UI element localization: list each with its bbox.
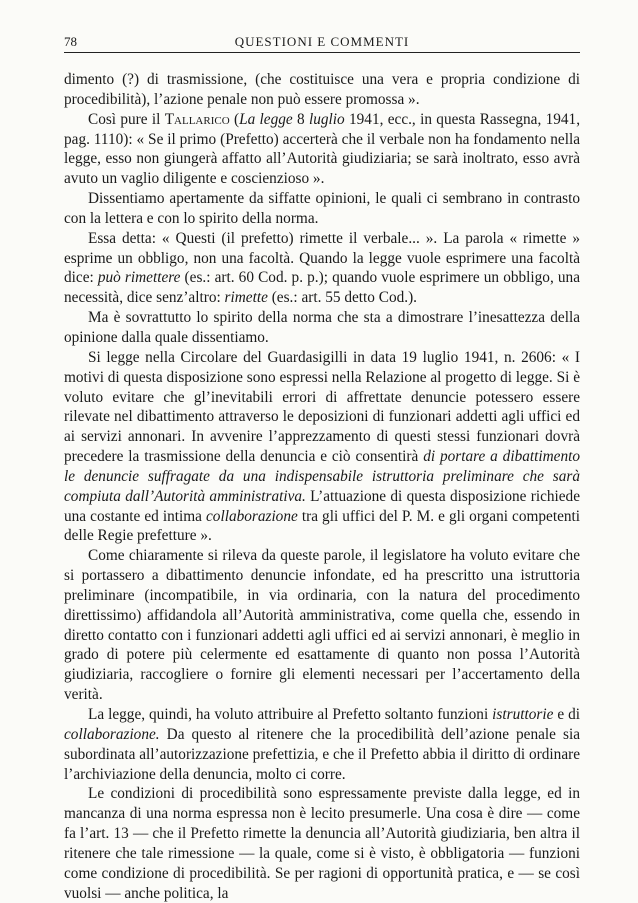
small-caps-name: Tallarico (164, 110, 230, 128)
text-run: Le condizioni di procedibilità sono espressamente previste dalla legge, ed in mancanza di una norma espressa non è lecito presumerle. Una cosa è dire — come fa l’art. 13 — che il Prefetto rimette la denuncia all’Autorità giudiziaria, ben altra il ritenere che tale rimessione — la quale, come si è visto, è obbligatoria — funzioni come condizione di procedibilità. Se per ragioni di opportunità pratica, e — se così vuolsi — anche politica, la (64, 785, 580, 902)
text-run: Così pure il (88, 110, 165, 128)
italic-text: istruttorie (492, 706, 554, 723)
paragraph (64, 784, 580, 903)
paragraph (64, 110, 580, 189)
text-run: (es.: art. 55 detto Cod.). (267, 289, 418, 307)
italic-text: di portare a dibattimento le denuncie suffragate da una indispensabile istruttoria preliminare che sarà compiuta dall’Autorità amministrativa. (64, 448, 580, 505)
italic-text: collaborazione. (64, 725, 160, 743)
page-header (64, 32, 580, 53)
italic-text: collaborazione (206, 507, 298, 525)
italic-text: luglio (308, 110, 345, 128)
italic-text: può rimettere (97, 269, 181, 287)
running-title: QUESTIONI E COMMENTI (234, 34, 410, 49)
text-run: Come chiaramente si rileva da queste parole, il legislatore ha voluto evitare che si portassero a dibattimento denuncie infondate, ed ha prescritto una istruttoria preliminare (incompatibile, in via ordinaria, con la natura del procedimento direttissimo) affidandola all’Autorità amministrativa, come quella che, essendo in diretto contatto con i funzionari addetti agli uffici ed ai servizi annonari, è meglio in grado di potere più celermente ed esattamente di quanto non possa l’Autorità giudiziaria, raccogliere o fornire gli elementi necessari per l’accertamento della verità. (64, 547, 580, 704)
italic-text: La legge (239, 110, 293, 128)
paragraph (64, 189, 580, 229)
text-run: dimento (?) di trasmissione, (che costituisce una vera e propria condizione di procedibilità), l’azione penale non può essere promossa ». (64, 71, 580, 108)
text-run: La legge, quindi, ha voluto attribuire al Prefetto soltanto funzioni (88, 706, 493, 723)
text-run: Essa detta: « Questi (il prefetto) rimette il verbale... ». La parola « rimette » esprime un obbligo, non una facoltà. Quando la legge vuole esprimere una facoltà dice: (64, 229, 580, 287)
text-run: 8 (292, 110, 309, 128)
text-run: ( (229, 110, 240, 128)
text-run: e di (553, 706, 581, 723)
text-run: (es.: art. 60 Cod. p. p.); quando vuole esprimere un obbligo, una necessità, dice senz’altro: (64, 269, 580, 307)
paragraph (64, 229, 580, 308)
paragraph (64, 70, 580, 110)
text-run: L’attuazione di questa disposizione richiede una costante ed intima (64, 487, 580, 525)
text-run: Da questo al ritenere che la procedibilità dell’azione penale sia subordinata all’autorizzazione prefettizia, e che il Prefetto abbia il diritto di ordinare l’archiviazione della denuncia, molto ci corre. (64, 725, 580, 783)
text-run: Ma è sovrattutto lo spirito della norma che sta a dimostrare l’inesattezza della opinione dalla quale dissentiamo. (64, 309, 580, 346)
paragraph (64, 546, 580, 705)
paragraph (64, 705, 580, 784)
page-number: 78 (64, 34, 77, 49)
paragraph (64, 308, 580, 348)
text-run: Si legge nella Circolare del Guardasigilli in data 19 luglio 1941, n. 2606: « I motivi di questa disposizione sono espressi nella Relazione al progetto di legge. Si è voluto evitare che gl’inevitabili errori di affrettate denuncie potessero essere rilevate nel dibattimento attraverso le deposizioni di funzionari addetti agli uffici ed ai servizi annonari. In avvenire l’apprezzamento di questi stessi funzionari dovrà precedere la trasmissione della denuncia e ciò consentirà (64, 348, 580, 466)
text-run: 1941, ecc., in questa Rassegna, 1941, pag. 1110): « Se il primo (Prefetto) accerterà che il verbale non ha fondamento nella legge, esso non giungerà affatto all’Autorità giudiziaria; se sarà inoltrato, esso avrà avuto un vaglio diligente e coscienzioso ». (64, 110, 581, 188)
body-text (64, 70, 580, 903)
italic-text: rimette (224, 289, 268, 307)
text-run: Dissentiamo apertamente da siffatte opinioni, le quali ci sembrano in contrasto con la lettera e con lo spirito della norma. (64, 190, 580, 227)
paragraph (64, 348, 580, 546)
text-run: tra gli uffici del P. M. e gli organi competenti delle Regie prefetture ». (64, 507, 581, 545)
